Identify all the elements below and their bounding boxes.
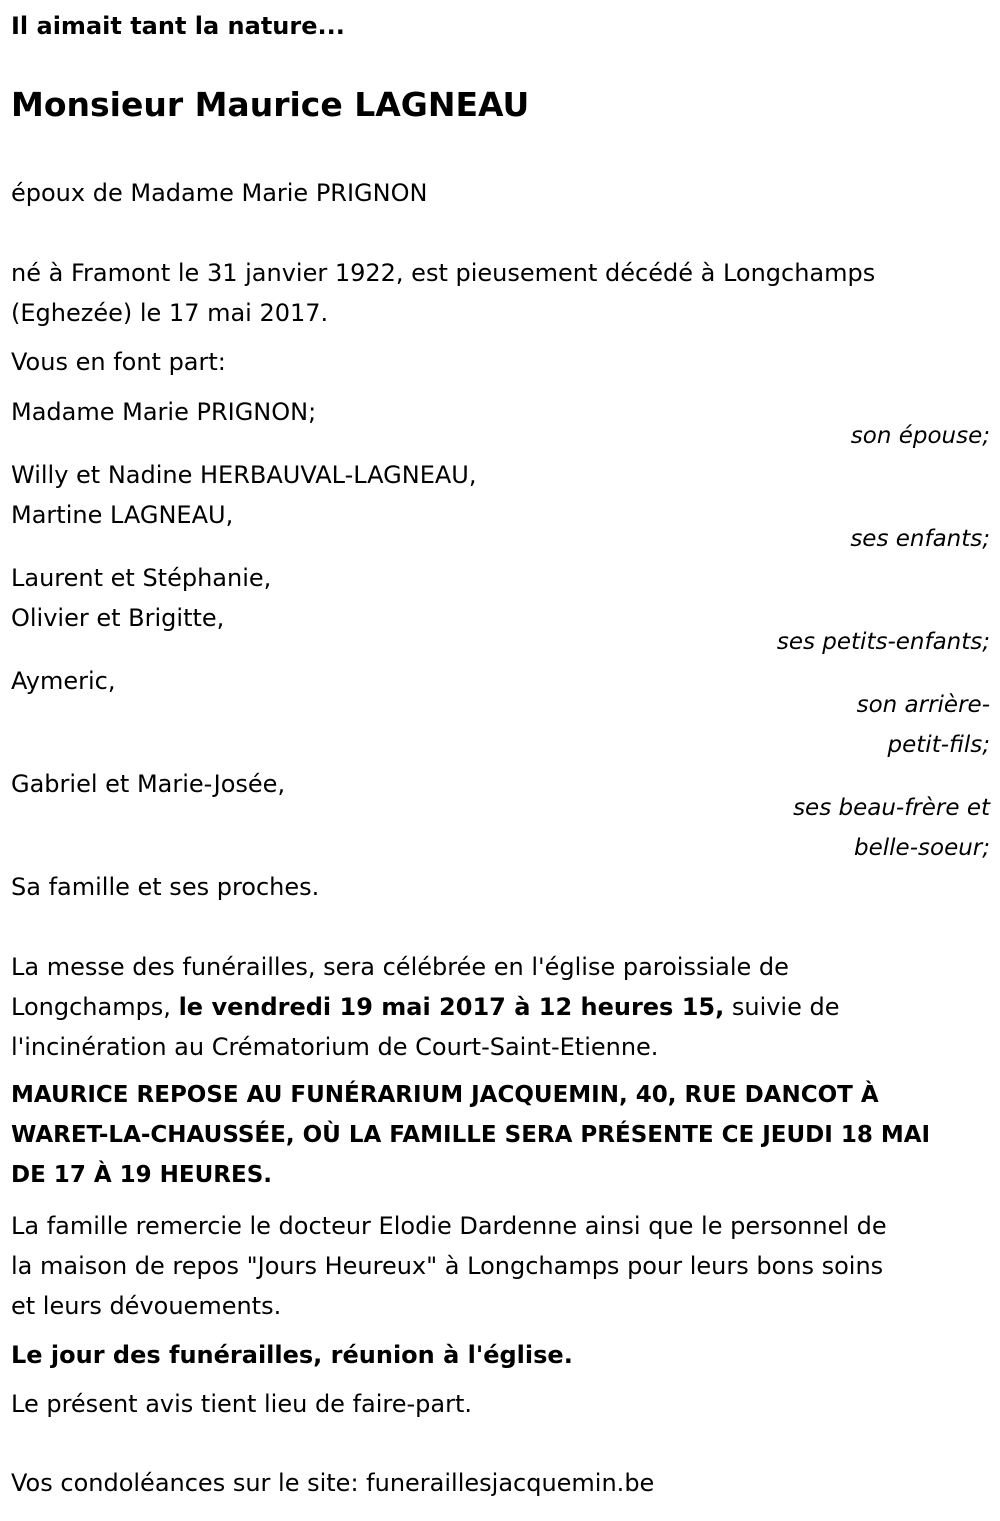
funerarium-line-2: WARET-LA-CHAUSSÉE, OÙ LA FAMILLE SERA PRÉSENTE CE JEUDI 18 MAI [11,1122,931,1148]
funeral-place: Longchamps, [11,993,179,1021]
family-name: Olivier et Brigitte, [11,604,225,632]
family-relation: ses beau-frère et [793,795,990,821]
birth-death-line-1: né à Framont le 31 janvier 1922, est pieusement décédé à Longchamps [11,259,876,287]
notice-line: Le présent avis tient lieu de faire-part. [11,1390,473,1418]
family-relation: son épouse; [850,423,990,449]
page-title: Monsieur Maurice LAGNEAU [11,85,530,124]
family-relation: son arrière- [856,692,990,718]
family-name: Aymeric, [11,667,116,695]
closing-family: Sa famille et ses proches. [11,873,320,901]
family-relation: belle-soeur; [854,835,990,861]
funeral-line-3: l'incinération au Crématorium de Court-Saint-Etienne. [11,1033,659,1061]
funerarium-line-1: MAURICE REPOSE AU FUNÉRARIUM JACQUEMIN, 40, RUE DANCOT À [11,1082,879,1108]
family-name: Laurent et Stéphanie, [11,564,272,592]
condolences-line: Vos condoléances sur le site: funeraillesjacquemin.be [11,1469,655,1497]
funeral-followup: suivie de [724,993,840,1021]
funeral-datetime: le vendredi 19 mai 2017 à 12 heures 15, [178,993,725,1021]
family-relation: ses petits-enfants; [776,629,990,655]
family-name: Martine LAGNEAU, [11,501,234,529]
family-name: Madame Marie PRIGNON; [11,398,317,426]
family-relation: ses enfants; [850,526,990,552]
thanks-line-2: la maison de repos "Jours Heureux" à Longchamps pour leurs bons soins [11,1252,884,1280]
announcement-intro: Vous en font part: [11,348,226,376]
thanks-line-1: La famille remercie le docteur Elodie Dardenne ainsi que le personnel de [11,1212,887,1240]
family-name: Gabriel et Marie-Josée, [11,770,286,798]
spouse-line: époux de Madame Marie PRIGNON [11,179,428,207]
family-relation: petit-fils; [887,732,990,758]
gathering-note: Le jour des funérailles, réunion à l'église. [11,1341,573,1369]
funeral-line-1: La messe des funérailles, sera célébrée en l'église paroissiale de [11,953,789,981]
funerarium-line-3: DE 17 À 19 HEURES. [11,1162,273,1188]
funeral-line-2 [11,987,840,1027]
family-name: Willy et Nadine HERBAUVAL-LAGNEAU, [11,461,477,489]
epigraph: Il aimait tant la nature... [11,12,345,40]
thanks-line-3: et leurs dévouements. [11,1292,282,1320]
birth-death-line-2: (Eghezée) le 17 mai 2017. [11,299,329,327]
